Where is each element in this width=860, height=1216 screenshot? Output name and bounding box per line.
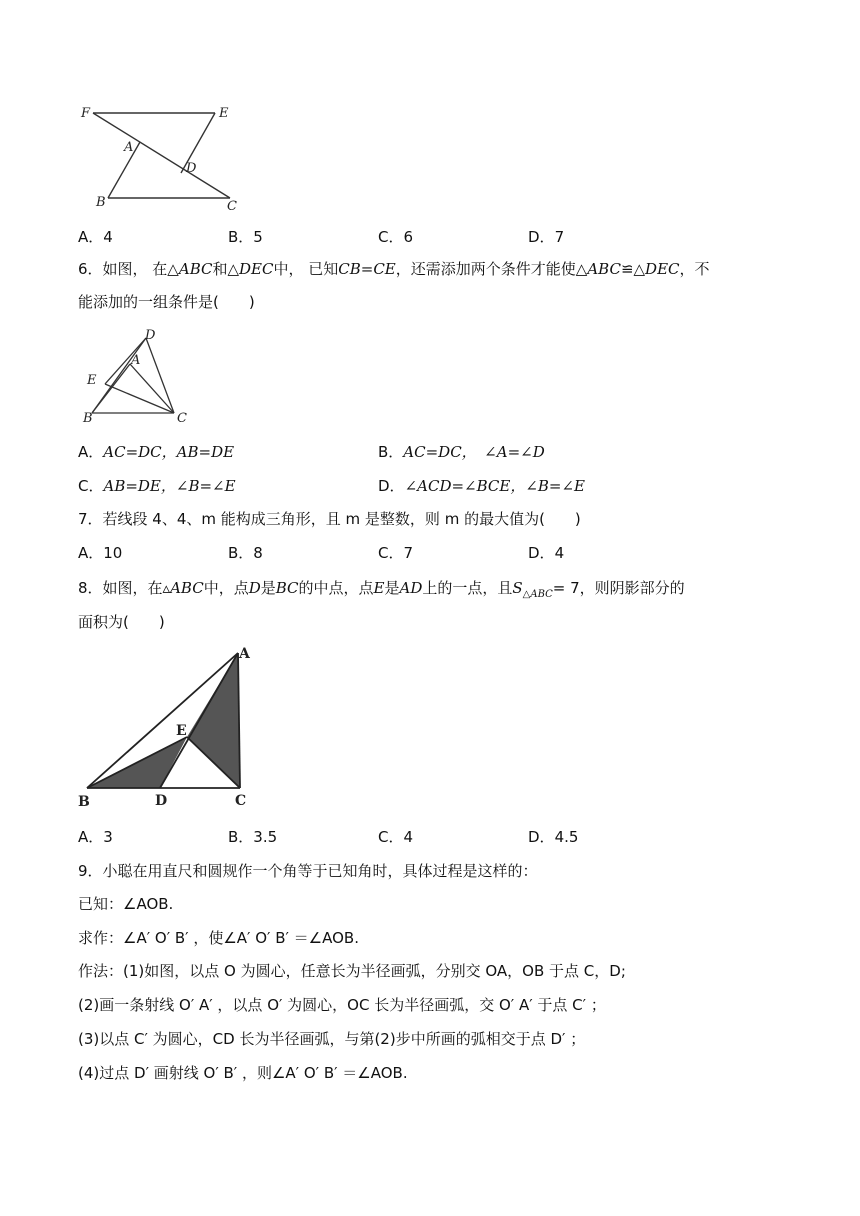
- q6-option-b: B．AC=DC， ∠A=∠D: [378, 443, 545, 461]
- fig6-label-d: D: [145, 328, 156, 343]
- fig6-label-b: B: [83, 411, 93, 426]
- fig5-label-a: A: [124, 140, 134, 155]
- fig6-label-c: C: [177, 411, 187, 426]
- q6-option-d: D．∠ACD=∠BCE，∠B=∠E: [378, 477, 586, 495]
- q8-option-d: D．4.5: [528, 828, 579, 846]
- q7-option-b: B．8: [228, 544, 263, 562]
- q6-option-a: A．AC=DC，AB=DE: [78, 443, 235, 461]
- fig5-label-d: D: [186, 161, 197, 176]
- q9-line2: 已知：∠AOB.: [78, 895, 174, 913]
- fig5-label-f: F: [81, 106, 91, 121]
- q5-option-a: A．4: [78, 228, 113, 246]
- q9-line4: 作法：(1)如图，以点 O 为圆心，任意长为半径画弧，分别交 OA，OB 于点 C，D;: [78, 962, 626, 980]
- q8-option-b: B．3.5: [228, 828, 278, 846]
- q9-line3: 求作：∠A′ O′ B′ ，使∠A′ O′ B′ ＝∠AOB.: [78, 929, 359, 947]
- q8-stem-line1: 8．如图，在▵ABC中，点D是BC的中点，点E是AD上的一点，且$S_{\triangle ABC}= 7$，则阴影部分的: [78, 579, 685, 600]
- q5-option-c: C．6: [378, 228, 414, 246]
- q9-line7: (4)过点 D′ 画射线 O′ B′ ，则∠A′ O′ B′ ＝∠AOB.: [78, 1064, 408, 1082]
- q7-option-c: C．7: [378, 544, 414, 562]
- q5-option-d: D．7: [528, 228, 565, 246]
- figure-q5: [78, 100, 248, 215]
- q9-line1: 9．小聪在用直尺和圆规作一个角等于已知角时，具体过程是这样的：: [78, 862, 538, 880]
- fig6-label-e: E: [87, 373, 97, 388]
- shaded-region-abe: [187, 653, 240, 788]
- fig8-label-c: C: [235, 793, 247, 809]
- figure-q8: [72, 642, 272, 817]
- fig8-label-e: E: [176, 723, 187, 739]
- figure-q6: [78, 326, 208, 426]
- fig5-label-c: C: [227, 199, 237, 214]
- q6-stem-line1: 6．如图， 在△ABC和△DEC中， 已知CB=CE，还需添加两个条件才能使△ABC≌△DEC，不: [78, 260, 710, 278]
- q9-line5: (2)画一条射线 O′ A′ ，以点 O′ 为圆心，OC 长为半径画弧，交 O′ A′ 于点 C′ ；: [78, 996, 606, 1014]
- fig8-label-b: B: [78, 794, 90, 810]
- fig8-label-d: D: [155, 793, 168, 809]
- q9-line6: (3)以点 C′ 为圆心，CD 长为半径画弧，与第(2)步中所画的弧相交于点 D′ ；: [78, 1030, 586, 1048]
- fig5-label-e: E: [219, 106, 229, 121]
- q7-option-d: D．4: [528, 544, 565, 562]
- q8-option-c: C．4: [378, 828, 414, 846]
- q7-stem: 7．若线段 4、4、m 能构成三角形，且 m 是整数，则 m 的最大值为( ): [78, 510, 581, 528]
- q6-option-c: C．AB=DE，∠B=∠E: [78, 477, 236, 495]
- q5-option-b: B．5: [228, 228, 263, 246]
- fig6-label-a: A: [131, 353, 141, 368]
- fig8-label-a: A: [239, 646, 250, 662]
- q7-option-a: A．10: [78, 544, 123, 562]
- fig5-label-b: B: [96, 195, 106, 210]
- q8-option-a: A．3: [78, 828, 113, 846]
- q8-stem-line2: 面积为( ): [78, 613, 165, 631]
- q6-stem-line2: 能添加的一组条件是( ): [78, 293, 255, 311]
